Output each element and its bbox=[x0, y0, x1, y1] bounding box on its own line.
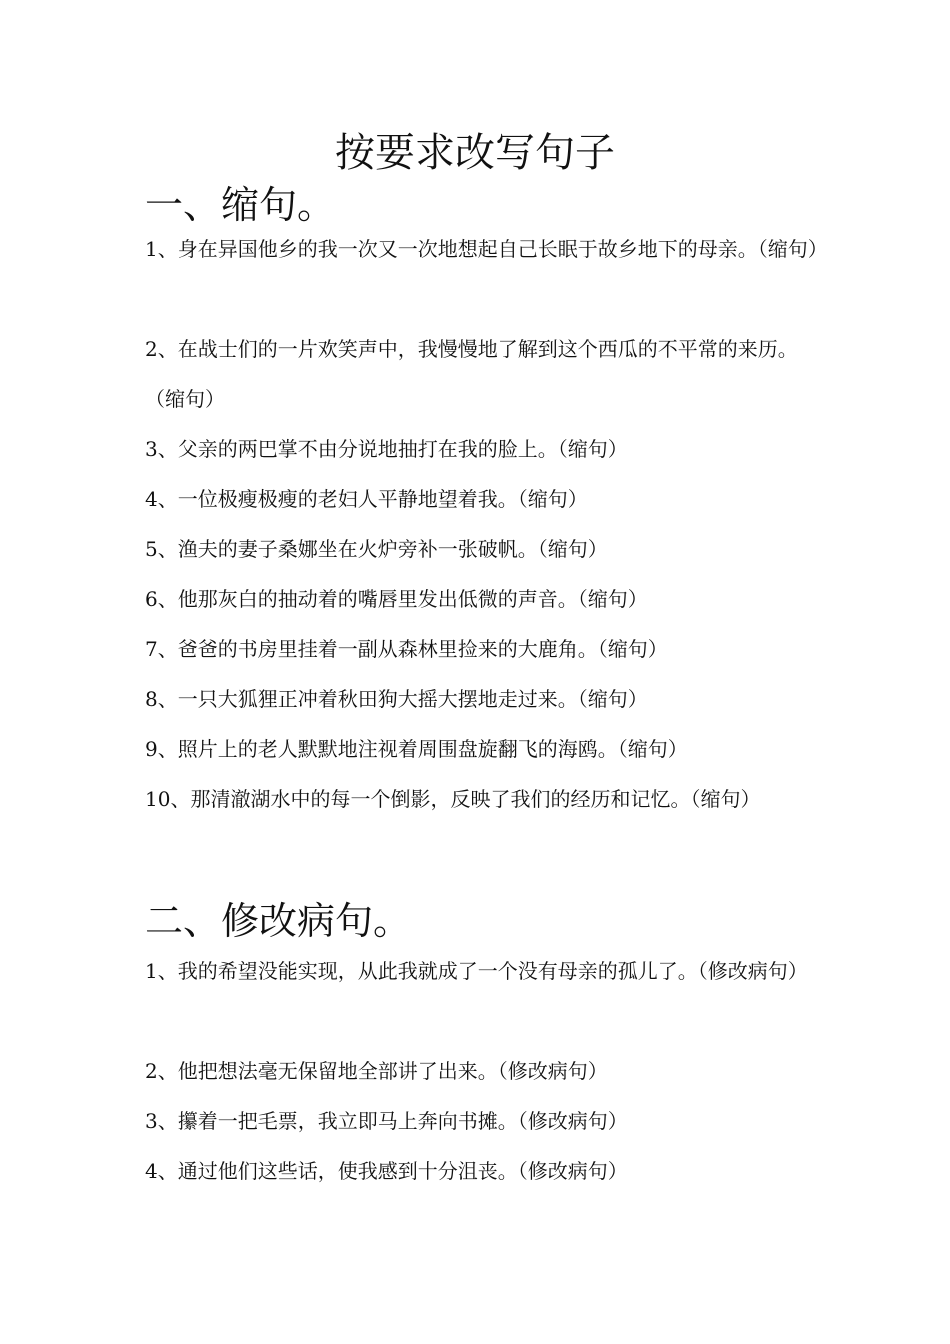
list-item: 10、那清澈湖水中的每一个倒影，反映了我们的经历和记忆。（缩句） bbox=[145, 787, 761, 811]
list-item: 6、他那灰白的抽动着的嘴唇里发出低微的声音。（缩句） bbox=[145, 587, 648, 611]
list-item: 3、父亲的两巴掌不由分说地抽打在我的脸上。（缩句） bbox=[145, 437, 628, 461]
list-item: 4、一位极瘦极瘦的老妇人平静地望着我。（缩句） bbox=[145, 487, 588, 511]
list-item: 2、他把想法毫无保留地全部讲了出来。（修改病句） bbox=[145, 1059, 608, 1083]
list-item: 1、身在异国他乡的我一次又一次地想起自己长眠于故乡地下的母亲。（缩句） bbox=[145, 237, 828, 261]
section-heading-fix-sentences: 二、修改病句。 bbox=[145, 899, 412, 943]
list-item: 2、在战士们的一片欢笑声中，我慢慢地了解到这个西瓜的不平常的来历。（缩句） bbox=[145, 337, 798, 411]
list-item: 4、通过他们这些话，使我感到十分沮丧。（修改病句） bbox=[145, 1159, 628, 1183]
list-item: 1、我的希望没能实现，从此我就成了一个没有母亲的孤儿了。（修改病句） bbox=[145, 959, 808, 983]
list-item: 8、一只大狐狸正冲着秋田狗大摇大摆地走过来。（缩句） bbox=[145, 687, 648, 711]
list-item: 3、攥着一把毛票，我立即马上奔向书摊。（修改病句） bbox=[145, 1109, 628, 1133]
page-title: 按要求改写句子 bbox=[335, 130, 615, 176]
list-item: 9、照片上的老人默默地注视着周围盘旋翻飞的海鸥。（缩句） bbox=[145, 737, 688, 761]
list-item: 5、渔夫的妻子桑娜坐在火炉旁补一张破帆。（缩句） bbox=[145, 537, 608, 561]
list-item: 7、爸爸的书房里挂着一副从森林里捡来的大鹿角。（缩句） bbox=[145, 637, 668, 661]
section-heading-condense: 一、缩句。 bbox=[145, 183, 336, 227]
